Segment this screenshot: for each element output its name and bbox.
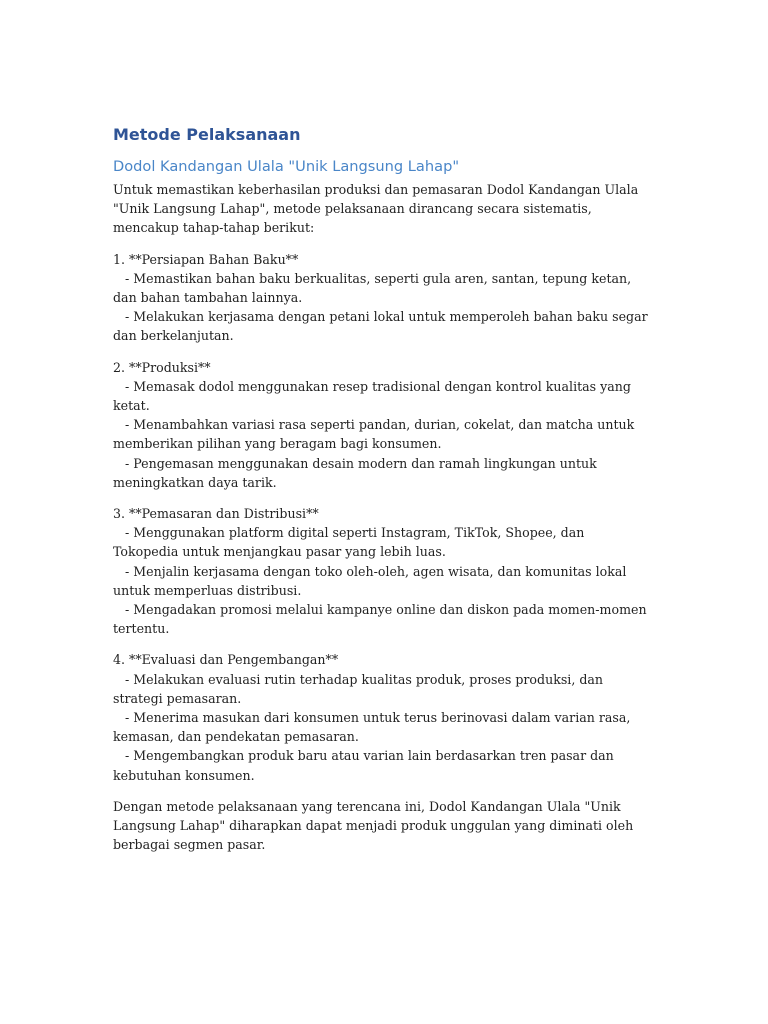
step-3 bbox=[113, 504, 653, 638]
step-heading: 4. **Evaluasi dan Pengembangan** bbox=[113, 652, 339, 668]
step-bullet: - Memastikan bahan baku berkualitas, seperti gula aren, santan, tepung ketan, dan bahan tambahan lainnya. bbox=[113, 270, 636, 306]
step-bullet: - Pengemasan menggunakan desain modern dan ramah lingkungan untuk meningkatkan daya tarik. bbox=[113, 455, 601, 490]
document-title: Metode Pelaksanaan bbox=[113, 125, 301, 144]
closing-paragraph: Dengan metode pelaksanaan yang terencana ini, Dodol Kandangan Ulala "Unik Langsung Lahap" diharapkan dapat menjadi produk unggulan yang diminati oleh berbagai segmen pasar. bbox=[113, 798, 638, 853]
document-page bbox=[113, 124, 653, 867]
step-bullet: - Melakukan kerjasama dengan petani lokal untuk memperoleh bahan baku segar dan berkelanjutan. bbox=[113, 309, 652, 344]
step-4 bbox=[113, 650, 653, 784]
step-bullet: - Menambahkan variasi rasa seperti pandan, durian, cokelat, dan matcha untuk memberikan pilihan yang beragam bagi konsumen. bbox=[113, 417, 639, 452]
step-heading: 1. **Persiapan Bahan Baku** bbox=[113, 251, 299, 267]
step-heading: 3. **Pemasaran dan Distribusi** bbox=[113, 506, 319, 522]
step-bullet: - Menerima masukan dari konsumen untuk terus berinovasi dalam varian rasa, kemasan, dan pendekatan pemasaran. bbox=[113, 710, 635, 745]
document-subtitle: Dodol Kandangan Ulala "Unik Langsung Lahap" bbox=[113, 158, 460, 175]
step-bullet: - Mengembangkan produk baru atau varian lain berdasarkan tren pasar dan kebutuhan konsumen. bbox=[113, 748, 618, 783]
step-bullet: - Mengadakan promosi melalui kampanye online dan diskon pada momen-momen tertentu. bbox=[113, 602, 651, 637]
step-bullet: - Melakukan evaluasi rutin terhadap kualitas produk, proses produksi, dan strategi pemasaran. bbox=[113, 671, 608, 706]
intro-paragraph: Untuk memastikan keberhasilan produksi dan pemasaran Dodol Kandangan Ulala "Unik Langsung Lahap", metode pelaksanaan dirancang secara sistematis, mencakup tahap-tahap berikut: bbox=[113, 182, 643, 236]
step-bullet: - Menggunakan platform digital seperti Instagram, TikTok, Shopee, dan Tokopedia untuk menjangkau pasar yang lebih luas. bbox=[113, 525, 589, 560]
step-1 bbox=[113, 250, 653, 346]
step-bullet: - Memasak dodol menggunakan resep tradisional dengan kontrol kualitas yang ketat. bbox=[113, 378, 635, 414]
step-bullet: - Menjalin kerjasama dengan toko oleh-oleh, agen wisata, dan komunitas lokal untuk memperluas distribusi. bbox=[113, 563, 631, 598]
step-heading: 2. **Produksi** bbox=[113, 359, 211, 375]
step-2 bbox=[113, 358, 653, 492]
